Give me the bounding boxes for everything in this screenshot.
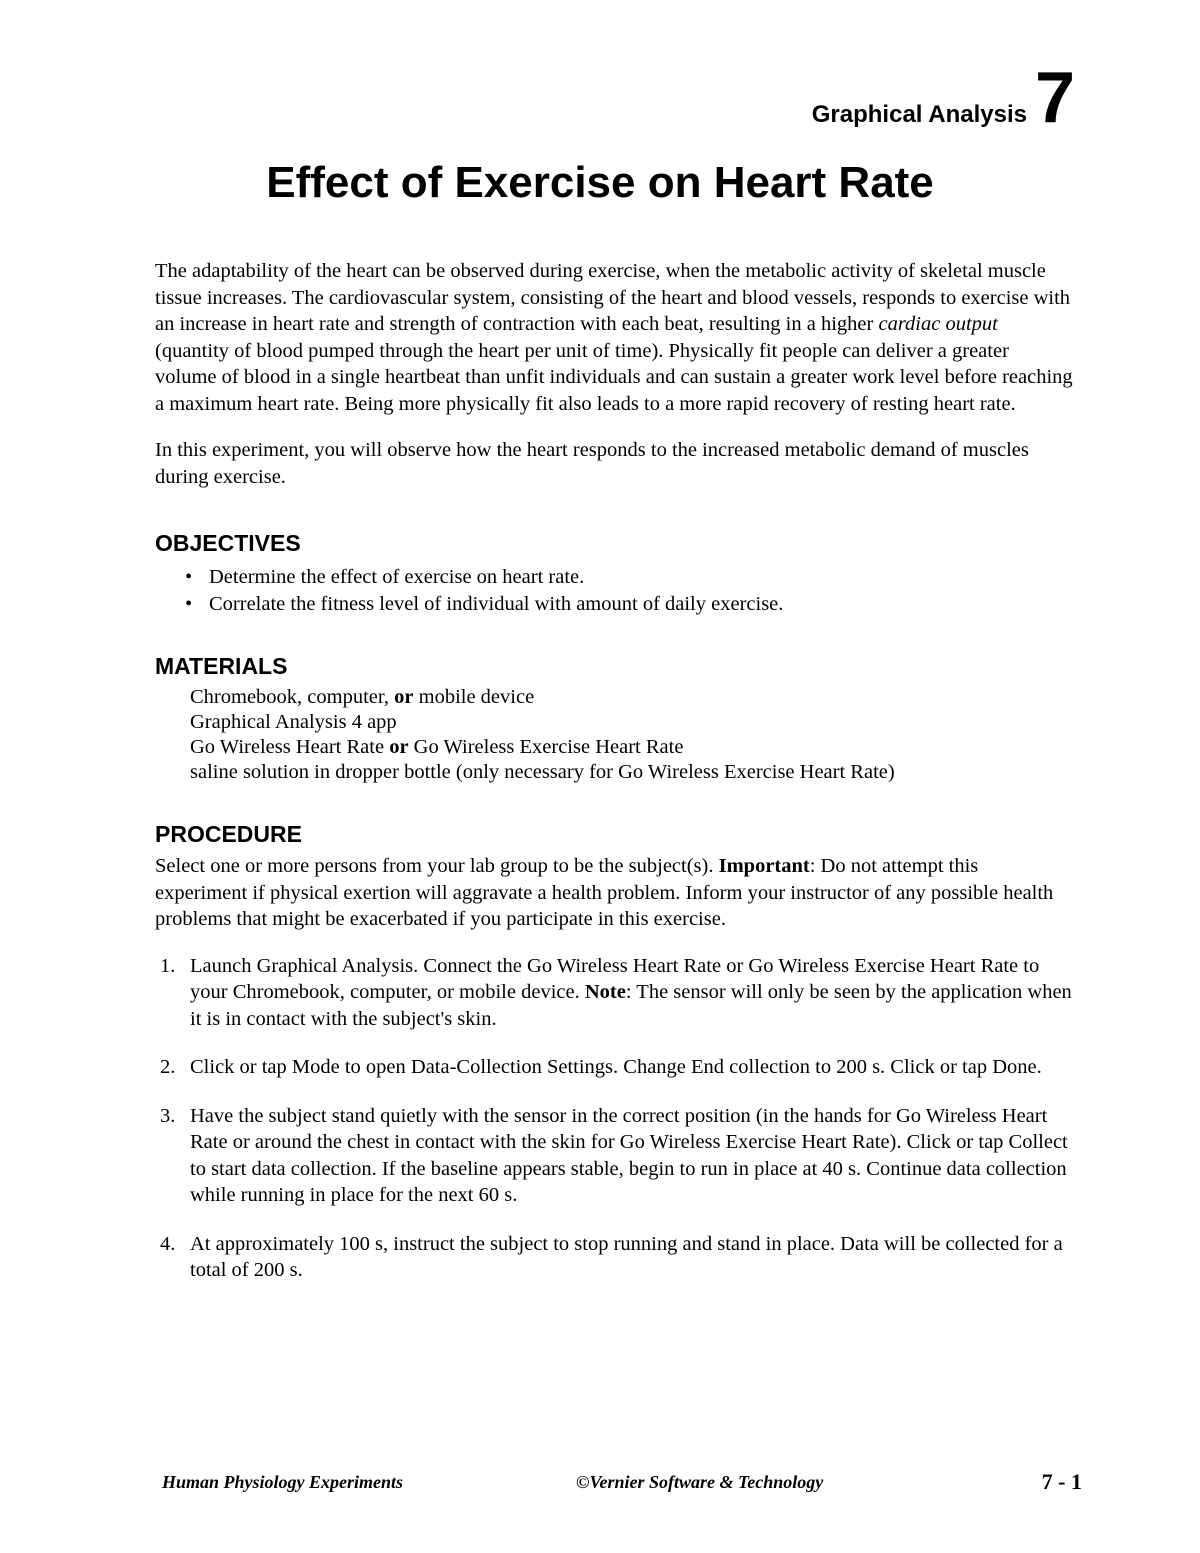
list-item: • Determine the effect of exercise on heart rate. <box>155 564 1075 591</box>
bullet-icon: • <box>185 566 193 588</box>
procedure-steps <box>155 953 1075 1284</box>
procedure-step: 3. Have the subject stand quietly with the sensor in the correct position (in the hands for Go Wireless Heart Rate or around the chest in contact with the skin for Go Wireless Exercise Heart Rate). Click or tap Collect to start data collection. If the baseline appears stable, begin to run in place at 40 s. Continue data collection while running in place for the next 60 s. <box>160 1104 1068 1206</box>
page-title: Effect of Exercise on Heart Rate <box>266 158 934 207</box>
procedure-step: 4. At approximately 100 s, instruct the subject to stop running and stand in place. Data will be collected for a total of 200 s. <box>160 1232 1063 1281</box>
procedure-heading: PROCEDURE <box>155 821 302 847</box>
note-label: Note <box>584 981 626 1003</box>
intro-paragraph-2: In this experiment, you will observe how the heart responds to the increased metabolic demand of muscles during exercise. <box>155 439 1029 488</box>
list-item: • Correlate the fitness level of individual with amount of daily exercise. <box>155 591 1075 618</box>
material-item: Graphical Analysis 4 app <box>190 711 397 733</box>
procedure-intro: Select one or more persons from your lab group to be the subject(s). Important: Do not attempt this experiment if physical exertion will aggravate a health problem. Inform your instructor of any possible health problems that might be exacerbated if you participate in this exercise. <box>155 855 1054 930</box>
important-label: Important <box>718 855 810 877</box>
document-body <box>155 258 1075 1306</box>
objectives-heading: OBJECTIVES <box>155 530 301 556</box>
material-item: Chromebook, computer, or mobile device <box>190 686 535 708</box>
material-item: saline solution in dropper bottle (only necessary for Go Wireless Exercise Heart Rate) <box>190 761 895 783</box>
chapter-number: 7 <box>1034 58 1075 138</box>
objectives-list <box>155 564 1075 617</box>
footer-book-title: Human Physiology Experiments <box>162 1472 404 1492</box>
footer-page-number: 7 - 1 <box>1041 1469 1082 1494</box>
footer-copyright: ©Vernier Software & Technology <box>576 1472 824 1492</box>
materials-heading: MATERIALS <box>155 653 288 679</box>
term-cardiac-output: cardiac output <box>878 313 998 335</box>
procedure-step: 1. Launch Graphical Analysis. Connect the Go Wireless Heart Rate or Go Wireless Exercise Heart Rate to your Chromebook, computer, or mobile device. Note: The sensor will only be seen by the application when it is in contact with the subject's skin. <box>160 954 1072 1030</box>
intro-paragraph-1: The adaptability of the heart can be observed during exercise, when the metabolic activity of skeletal muscle tissue increases. The cardiovascular system, consisting of the heart and blood vessels, responds to exercise with an increase in heart rate and strength of contraction with each beat, resulting in a higher cardiac output (quantity of blood pumped through the heart per unit of time). Physically fit people can deliver a greater volume of blood in a single heartbeat than unfit individuals and can sustain a greater work level before reaching a maximum heart rate. Being more physically fit also leads to a more rapid recovery of resting heart rate. <box>155 260 1073 415</box>
chapter-header <box>811 58 1075 138</box>
materials-list <box>190 685 1075 785</box>
chapter-label: Graphical Analysis <box>811 101 1027 128</box>
page-footer <box>0 1469 1200 1502</box>
bullet-icon: • <box>185 592 193 615</box>
material-item: Go Wireless Heart Rate or Go Wireless Exercise Heart Rate <box>190 736 684 758</box>
procedure-step: 2. Click or tap Mode to open Data-Collection Settings. Change End collection to 200 s. Click or tap Done. <box>160 1056 1042 1078</box>
